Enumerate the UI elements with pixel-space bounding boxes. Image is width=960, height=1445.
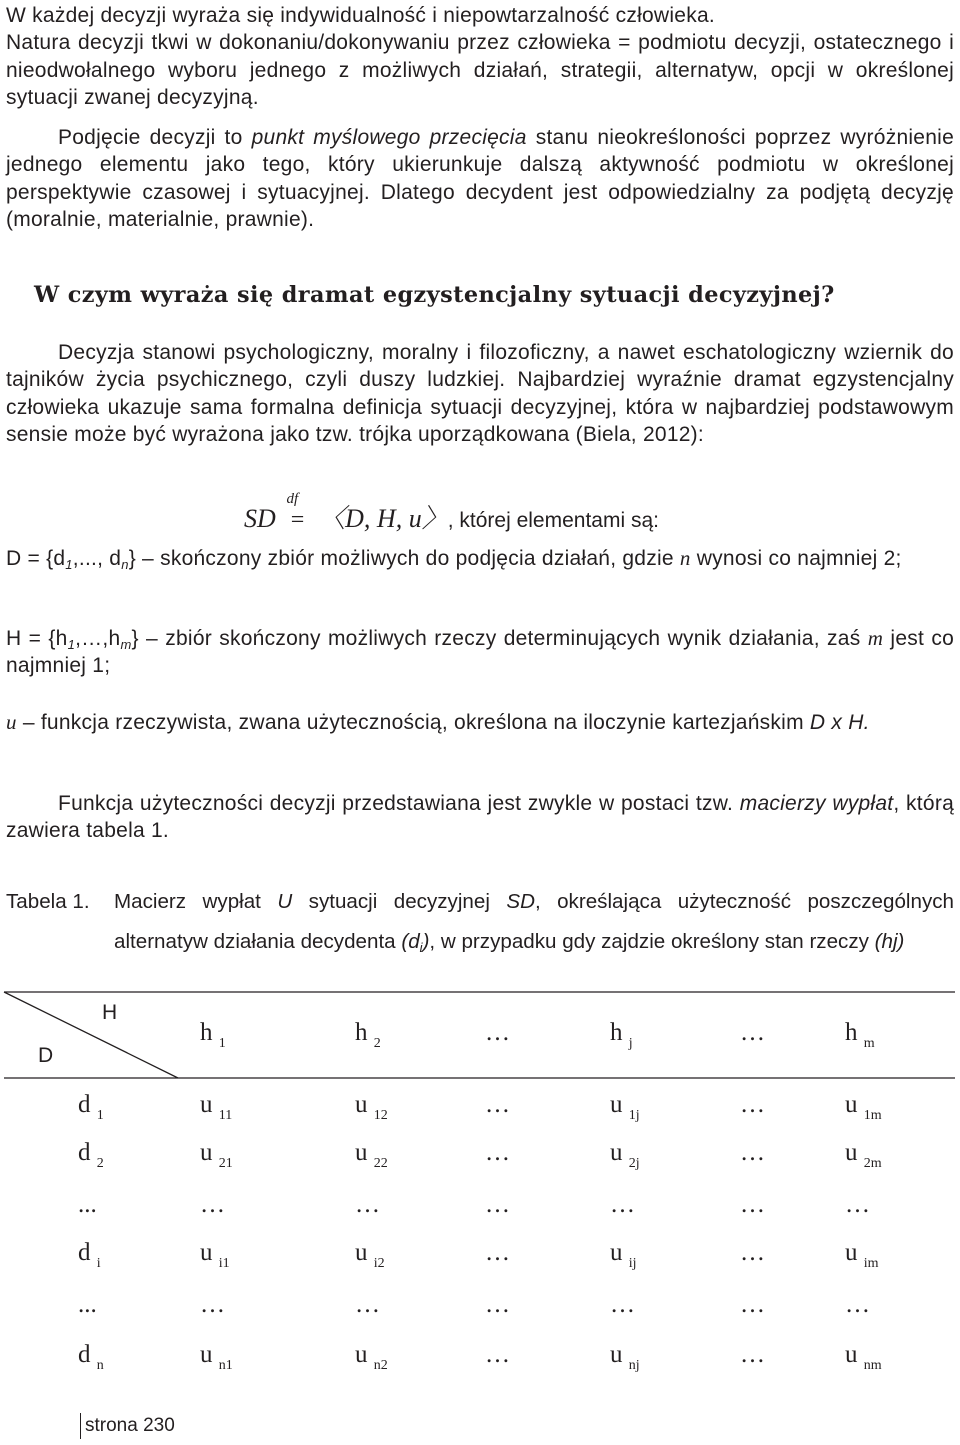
matrix-header-cell-base: h: [610, 1019, 623, 1046]
def-d-text-a: – skończony zbiór możliwych do podjęcia działań, gdzie: [135, 547, 680, 570]
matrix-corner-h: H: [102, 1001, 118, 1024]
matrix-cell-sub: 2j: [628, 1156, 640, 1171]
matrix-row-label-base: d: [78, 1341, 91, 1368]
def-u-text: – funkcja rzeczywista, zwana użytecznością, określona na iloczynie kartezjańskim: [16, 711, 810, 734]
para4-before: Funkcja użyteczności decyzji przedstawiana jest zwykle w postaci tzw.: [58, 792, 740, 815]
table-caption-label: Tabela 1.: [6, 890, 90, 913]
matrix-rules: [0, 980, 960, 1400]
matrix-header-cell: [200, 1018, 226, 1051]
formula-sd: SD: [244, 504, 276, 533]
matrix-header-cell-sub: m: [863, 1036, 875, 1051]
table-caption-text: [114, 882, 954, 962]
def-d-lhs: D = {d: [6, 547, 66, 570]
caption-t4: , w przypadku gdy zajdzie określony stan rzeczy: [429, 930, 875, 953]
matrix-cell: [485, 1340, 510, 1370]
matrix-cell-base: u: [200, 1139, 213, 1166]
matrix-cell: [485, 1090, 510, 1120]
matrix-cell-base: u: [845, 1139, 858, 1166]
definition-u: [6, 709, 954, 736]
matrix-header-cell-base: …: [740, 1019, 765, 1046]
matrix-cell: [845, 1340, 882, 1373]
matrix-cell-base: …: [740, 1341, 765, 1368]
matrix-row-label-sub: i: [96, 1256, 101, 1271]
definition-d: [6, 545, 954, 572]
matrix-row-label-base: d: [78, 1139, 91, 1166]
matrix-row-label-base: ...: [78, 1291, 97, 1318]
caption-t3: , określająca użyteczność poszczególnych alternatyw działania decydenta: [114, 890, 954, 953]
matrix-cell-sub: 22: [373, 1156, 388, 1171]
para4-italic: macierzy wypłat: [739, 792, 894, 815]
matrix-header-cell: [610, 1018, 633, 1051]
matrix-cell: [610, 1090, 640, 1123]
matrix-cell-base: …: [485, 1139, 510, 1166]
matrix-cell: [485, 1138, 510, 1168]
caption-t2: sytuacji decyzyjnej: [292, 890, 507, 913]
matrix-row-label: [78, 1238, 101, 1271]
matrix-row-label: [78, 1190, 97, 1220]
intro-first-line: W każdej decyzji wyraża się indywidualność i niepowtarzalność człowieka.: [6, 4, 715, 27]
matrix-cell-base: …: [845, 1291, 870, 1318]
matrix-cell-sub: 1j: [628, 1108, 640, 1123]
paragraph-utility-function: [6, 790, 954, 845]
def-h-text-a: – zbiór skończony możliwych rzeczy determinujących wynik działania, zaś: [138, 627, 868, 650]
matrix-cell: [200, 1238, 230, 1271]
matrix-cell-base: u: [200, 1341, 213, 1368]
caption-hj: (hj): [874, 930, 905, 953]
def-d-sub1: 1: [65, 557, 73, 572]
def-h-mid: ,…,h: [75, 627, 121, 650]
matrix-row-label-sub: 2: [96, 1156, 104, 1171]
def-h-lhs: H = {h: [6, 627, 68, 650]
matrix-cell-base: …: [200, 1191, 225, 1218]
matrix-cell-base: u: [200, 1239, 213, 1266]
matrix-cell-sub: n2: [373, 1358, 388, 1373]
def-d-n: n: [679, 546, 691, 570]
paragraph-existential-drama: Decyzja stanowi psychologiczny, moralny i filozoficzny, a nawet eschatologiczny wziernik do tajników życia psychicznego, czyli duszy ludzkiej. Najbardziej wyraźnie dramat egzystencjalny człowieka ukazuje sama formalna definicja sytuacji decyzyjnej, która w najbardziej podstawowym sensie może być wyrażona jako tzw. trójka uporządkowana (Biela, 2012):: [6, 341, 954, 447]
def-h-subm: m: [120, 637, 132, 652]
matrix-cell-base: u: [610, 1139, 623, 1166]
matrix-cell-base: …: [485, 1341, 510, 1368]
matrix-header-cell-base: …: [485, 1019, 510, 1046]
matrix-cell: [740, 1138, 765, 1168]
caption-sd: SD: [506, 890, 535, 913]
matrix-cell-base: u: [200, 1091, 213, 1118]
matrix-cell: [485, 1290, 510, 1320]
matrix-cell-sub: 2m: [863, 1156, 882, 1171]
matrix-cell: [845, 1138, 882, 1171]
para2-text-after: stanu nieokreśloności poprzez wyróżnienie jednego elementu jako tego, który ukierunkuje dalszą aktywność podmiotu w określonej perspektywie czasowej i sytuacyjnej. Dlatego decydent jest odpowiedzialny za podjętą decyzję (moralnie, materialnie, prawnie).: [6, 126, 955, 232]
caption-di-sub: i: [419, 940, 423, 955]
matrix-cell-base: u: [845, 1091, 858, 1118]
caption-t1: Macierz wypłat: [114, 890, 278, 913]
matrix-cell-sub: nj: [628, 1358, 640, 1373]
matrix-cell-sub: 12: [373, 1108, 388, 1123]
paragraph-intro: [6, 2, 954, 112]
formula-tuple: 〈D, H, u〉: [319, 504, 448, 533]
matrix-cell-sub: 1m: [863, 1108, 882, 1123]
matrix-cell-base: …: [740, 1091, 765, 1118]
matrix-cell-base: …: [485, 1191, 510, 1218]
matrix-cell: [610, 1190, 635, 1220]
matrix-cell: [610, 1238, 637, 1271]
def-d-subn: n: [121, 557, 129, 572]
matrix-cell: [355, 1190, 380, 1220]
matrix-cell-base: …: [610, 1191, 635, 1218]
matrix-diagonal: [4, 992, 178, 1078]
matrix-cell: [200, 1090, 233, 1123]
matrix-cell-sub: im: [863, 1256, 879, 1271]
payoff-matrix: [0, 980, 960, 1400]
intro-rest: Natura decyzji tkwi w dokonaniu/dokonywaniu przez człowieka = podmiotu decyzji, ostatecznego i nieodwołalnego wyboru jednego z możliwych działań, strategii, alternatyw, opcji w określonej sytuacji zwanej decyzyjną.: [6, 31, 954, 110]
matrix-row-label-base: d: [78, 1091, 91, 1118]
def-u-dxh: D x H.: [809, 711, 870, 734]
section-heading: W czym wyraża się dramat egzystencjalny sytuacji decyzyjnej?: [34, 282, 835, 308]
matrix-row-label: [78, 1090, 104, 1123]
matrix-cell-base: …: [485, 1291, 510, 1318]
matrix-cell-sub: i1: [218, 1256, 230, 1271]
paragraph-decision-definition: [6, 124, 954, 234]
matrix-cell-base: …: [485, 1091, 510, 1118]
matrix-cell: [200, 1190, 225, 1220]
matrix-header-cell-sub: j: [628, 1036, 633, 1051]
matrix-cell-base: u: [845, 1239, 858, 1266]
matrix-row-label: [78, 1138, 104, 1171]
matrix-cell-base: …: [485, 1239, 510, 1266]
matrix-cell: [740, 1090, 765, 1120]
matrix-cell-base: u: [355, 1341, 368, 1368]
matrix-row-label: [78, 1340, 104, 1373]
def-u-symbol: u: [6, 710, 17, 734]
def-h-sub1: 1: [67, 637, 76, 652]
matrix-cell: [845, 1090, 882, 1123]
matrix-header-cell-base: h: [355, 1019, 368, 1046]
matrix-row-label-base: ...: [78, 1191, 97, 1218]
matrix-cell: [845, 1238, 879, 1271]
matrix-cell-base: …: [610, 1291, 635, 1318]
matrix-cell: [355, 1138, 388, 1171]
matrix-corner-d: D: [38, 1044, 54, 1067]
matrix-cell-base: …: [200, 1291, 225, 1318]
matrix-cell-base: u: [610, 1239, 623, 1266]
definition-h: [6, 625, 954, 680]
formula-df: df: [286, 491, 299, 507]
matrix-header-cell: [740, 1018, 765, 1048]
matrix-header-cell-base: h: [200, 1019, 213, 1046]
matrix-cell-base: u: [610, 1341, 623, 1368]
matrix-cell: [610, 1138, 640, 1171]
matrix-cell: [740, 1340, 765, 1370]
matrix-cell-sub: ij: [628, 1256, 637, 1271]
matrix-row-label-sub: 1: [96, 1108, 104, 1123]
matrix-cell-sub: n1: [218, 1358, 233, 1373]
matrix-header-cell-sub: 1: [218, 1036, 226, 1051]
caption-u: U: [277, 890, 293, 913]
matrix-cell: [610, 1340, 640, 1373]
matrix-header-cell: [845, 1018, 875, 1051]
def-d-mid: ,..., d: [72, 547, 122, 570]
matrix-cell: [355, 1238, 385, 1271]
matrix-cell-base: u: [355, 1139, 368, 1166]
matrix-cell: [740, 1290, 765, 1320]
matrix-cell-base: …: [740, 1239, 765, 1266]
matrix-cell: [485, 1190, 510, 1220]
matrix-row-label-sub: n: [96, 1358, 104, 1373]
matrix-cell-base: …: [355, 1291, 380, 1318]
formula-triple: [244, 491, 659, 542]
matrix-cell: [200, 1340, 233, 1373]
para2-text-before: Podjęcie decyzji to: [58, 126, 252, 149]
def-h-text-b: jest co najmniej 1;: [6, 627, 954, 678]
matrix-cell-base: …: [740, 1291, 765, 1318]
matrix-cell: [200, 1290, 225, 1320]
matrix-cell: [845, 1290, 870, 1320]
matrix-header-cell-sub: 2: [373, 1036, 381, 1051]
matrix-header-cell: [485, 1018, 510, 1048]
matrix-cell-base: …: [355, 1191, 380, 1218]
matrix-cell-base: u: [355, 1239, 368, 1266]
matrix-cell-base: …: [740, 1139, 765, 1166]
matrix-cell-sub: nm: [863, 1358, 882, 1373]
def-d-close: }: [128, 547, 136, 570]
matrix-cell: [355, 1340, 388, 1373]
para4-after: , którą zawiera tabela 1.: [6, 792, 954, 843]
matrix-cell: [740, 1238, 765, 1268]
matrix-cell: [355, 1090, 388, 1123]
page-number: strona 230: [80, 1413, 179, 1439]
def-h-close: }: [131, 627, 139, 650]
matrix-row-label: [78, 1290, 97, 1320]
matrix-cell-base: …: [845, 1191, 870, 1218]
formula-defeq: [282, 491, 312, 534]
formula-after-text: , której elementami są:: [447, 509, 659, 532]
matrix-cell-base: …: [740, 1191, 765, 1218]
matrix-cell: [740, 1190, 765, 1220]
matrix-cell: [845, 1190, 870, 1220]
caption-di-close: ): [422, 930, 430, 953]
matrix-cell-sub: 21: [218, 1156, 233, 1171]
matrix-cell-sub: i2: [373, 1256, 385, 1271]
matrix-header-cell: [355, 1018, 381, 1051]
matrix-cell-base: u: [610, 1091, 623, 1118]
matrix-cell-base: u: [845, 1341, 858, 1368]
def-d-text-b: wynosi co najmniej 2;: [690, 547, 902, 570]
para2-italic-term: punkt myślowego przecięcia: [251, 126, 527, 149]
matrix-row-label-base: d: [78, 1239, 91, 1266]
matrix-cell-base: u: [355, 1091, 368, 1118]
matrix-cell: [610, 1290, 635, 1320]
matrix-header-cell-base: h: [845, 1019, 858, 1046]
formula-equals: =: [290, 507, 305, 533]
caption-di: (d: [401, 930, 420, 953]
matrix-cell-sub: 11: [218, 1108, 233, 1123]
def-h-m: m: [867, 626, 884, 650]
matrix-cell: [200, 1138, 233, 1171]
matrix-cell: [485, 1238, 510, 1268]
matrix-cell: [355, 1290, 380, 1320]
